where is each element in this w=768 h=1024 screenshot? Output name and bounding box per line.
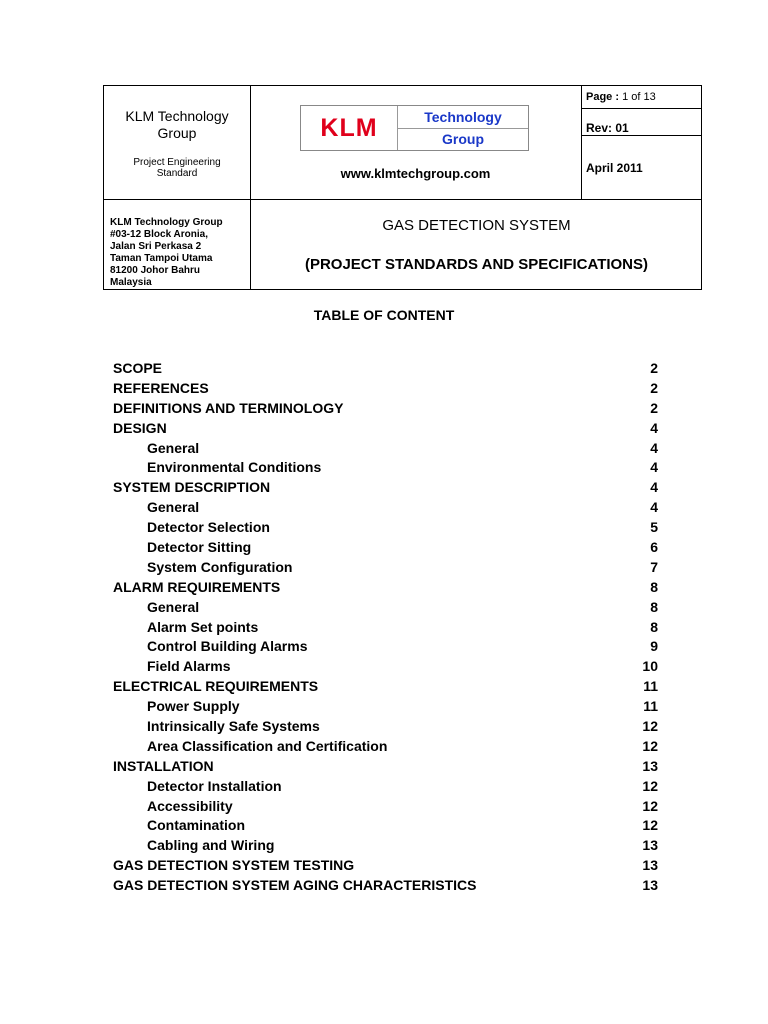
toc-entry-title: Detector Sitting <box>147 539 252 556</box>
toc-entry-page: 13 <box>642 837 658 854</box>
address-line: Jalan Sri Perkasa 2 <box>110 241 202 252</box>
company-name <box>104 108 250 142</box>
toc-entry-title: General <box>147 439 200 456</box>
toc-entry-page: 9 <box>650 638 658 655</box>
company-name-line2: Group <box>157 125 197 141</box>
page-value: 1 of 13 <box>619 91 656 103</box>
toc-entry-title: SCOPE <box>113 360 163 376</box>
toc-entry <box>113 359 658 379</box>
toc-entry-title: Contamination <box>147 817 245 834</box>
toc-entry-page: 12 <box>642 817 658 834</box>
toc-heading: TABLE OF CONTENT <box>313 307 455 323</box>
standard-line2: Standard <box>156 168 198 179</box>
toc-entry <box>113 697 658 717</box>
toc-entry <box>113 598 658 618</box>
toc-entry <box>113 439 658 459</box>
toc-entry-title: Intrinsically Safe Systems <box>147 718 320 735</box>
toc-entry-page: 8 <box>650 598 658 615</box>
toc-entry-page: 7 <box>650 558 658 575</box>
toc-entry-page: 12 <box>642 737 658 754</box>
table-of-contents <box>113 359 658 896</box>
toc-entry <box>113 757 658 777</box>
toc-entry-page: 4 <box>650 459 658 476</box>
document-subtitle: (PROJECT STANDARDS AND SPECIFICATIONS) <box>304 256 649 273</box>
toc-entry <box>113 618 658 638</box>
toc-entry <box>113 379 658 399</box>
toc-entry-page: 11 <box>643 698 658 715</box>
toc-entry-title: GAS DETECTION SYSTEM AGING CHARACTERISTICS <box>113 877 477 894</box>
address-line: Taman Tampoi Utama <box>110 253 213 264</box>
toc-entry-title: Field Alarms <box>147 658 231 675</box>
toc-entry-page: 5 <box>650 519 658 536</box>
toc-entry-page: 13 <box>642 857 658 874</box>
toc-entry <box>113 856 658 876</box>
toc-entry <box>113 399 658 419</box>
toc-entry-page: 4 <box>650 479 658 496</box>
revision: Rev: 01 <box>586 121 629 135</box>
document-header-table <box>103 85 702 290</box>
company-name-line1: KLM Technology <box>125 108 229 124</box>
toc-entry <box>113 458 658 478</box>
toc-entry-page: 2 <box>650 399 658 416</box>
website-url: www.klmtechgroup.com <box>340 166 491 181</box>
toc-entry <box>113 478 658 498</box>
page-number <box>586 91 656 103</box>
toc-entry-page: 2 <box>650 379 658 396</box>
toc-entry-page: 4 <box>650 439 658 456</box>
toc-entry-title: System Configuration <box>147 558 293 575</box>
toc-entry-title: Cabling and Wiring <box>147 837 275 854</box>
toc-entry <box>113 876 658 896</box>
toc-entry <box>113 797 658 817</box>
toc-entry <box>113 558 658 578</box>
toc-entry-title: DESIGN <box>113 419 167 436</box>
toc-entry-page: 2 <box>650 360 658 376</box>
logo-klm-text: KLM <box>320 114 378 142</box>
toc-entry-page: 11 <box>643 678 658 695</box>
header-divider <box>581 135 701 136</box>
toc-entry-page: 4 <box>650 419 658 436</box>
toc-entry <box>113 717 658 737</box>
toc-entry <box>113 836 658 856</box>
address-line: #03-12 Block Aronia, <box>110 229 209 240</box>
toc-entry-page: 12 <box>642 777 658 794</box>
toc-entry-title: Environmental Conditions <box>147 459 322 476</box>
toc-entry-title: Detector Selection <box>147 519 270 536</box>
toc-entry-title: Control Building Alarms <box>147 638 308 655</box>
page-prefix: Page : <box>586 91 620 103</box>
toc-entry-title: Area Classification and Certification <box>147 737 388 754</box>
company-address <box>110 217 223 289</box>
address-line: Malaysia <box>110 277 152 288</box>
toc-entry-page: 13 <box>642 757 658 774</box>
address-line: KLM Technology Group <box>110 217 223 228</box>
logo-technology-text: Technology <box>424 109 502 125</box>
toc-entry-title: Power Supply <box>147 698 240 715</box>
toc-entry-title: General <box>147 598 200 615</box>
issue-date: April 2011 <box>586 161 643 175</box>
address-line: 81200 Johor Bahru <box>110 265 201 276</box>
toc-entry <box>113 816 658 836</box>
toc-entry <box>113 518 658 538</box>
toc-entry-title: Detector Installation <box>147 777 282 794</box>
toc-entry-title: REFERENCES <box>113 379 209 396</box>
toc-entry-title: DEFINITIONS AND TERMINOLOGY <box>113 399 344 416</box>
document-title: GAS DETECTION SYSTEM <box>382 217 571 234</box>
toc-entry <box>113 777 658 797</box>
toc-entry-page: 4 <box>650 499 658 516</box>
standard-label <box>104 157 250 179</box>
toc-entry-page: 10 <box>642 658 658 675</box>
toc-entry <box>113 578 658 598</box>
toc-entry-title: INSTALLATION <box>113 757 214 774</box>
toc-entry <box>113 637 658 657</box>
toc-entry-page: 13 <box>642 877 658 894</box>
toc-entry-title: Alarm Set points <box>147 618 259 635</box>
toc-entry-page: 12 <box>642 718 658 735</box>
toc-entry-page: 12 <box>642 797 658 814</box>
toc-entry <box>113 538 658 558</box>
standard-line1: Project Engineering <box>133 157 221 168</box>
toc-entry <box>113 737 658 757</box>
header-divider <box>581 86 582 199</box>
toc-entry-title: ALARM REQUIREMENTS <box>113 578 281 595</box>
toc-entry-page: 8 <box>650 618 658 635</box>
toc-entry <box>113 657 658 677</box>
toc-entry-page: 6 <box>650 539 658 556</box>
company-logo <box>300 105 529 151</box>
toc-entry-title: SYSTEM DESCRIPTION <box>113 479 271 496</box>
toc-entry <box>113 419 658 439</box>
header-divider <box>104 199 701 200</box>
toc-entry <box>113 677 658 697</box>
toc-entry-title: Accessibility <box>147 797 233 814</box>
toc-entry <box>113 498 658 518</box>
toc-entry-title: GAS DETECTION SYSTEM TESTING <box>113 857 355 874</box>
logo-group-text: Group <box>442 131 484 147</box>
toc-entry-title: General <box>147 499 200 516</box>
toc-entry-page: 8 <box>650 578 658 595</box>
header-divider <box>581 108 701 109</box>
toc-entry-title: ELECTRICAL REQUIREMENTS <box>113 678 319 695</box>
